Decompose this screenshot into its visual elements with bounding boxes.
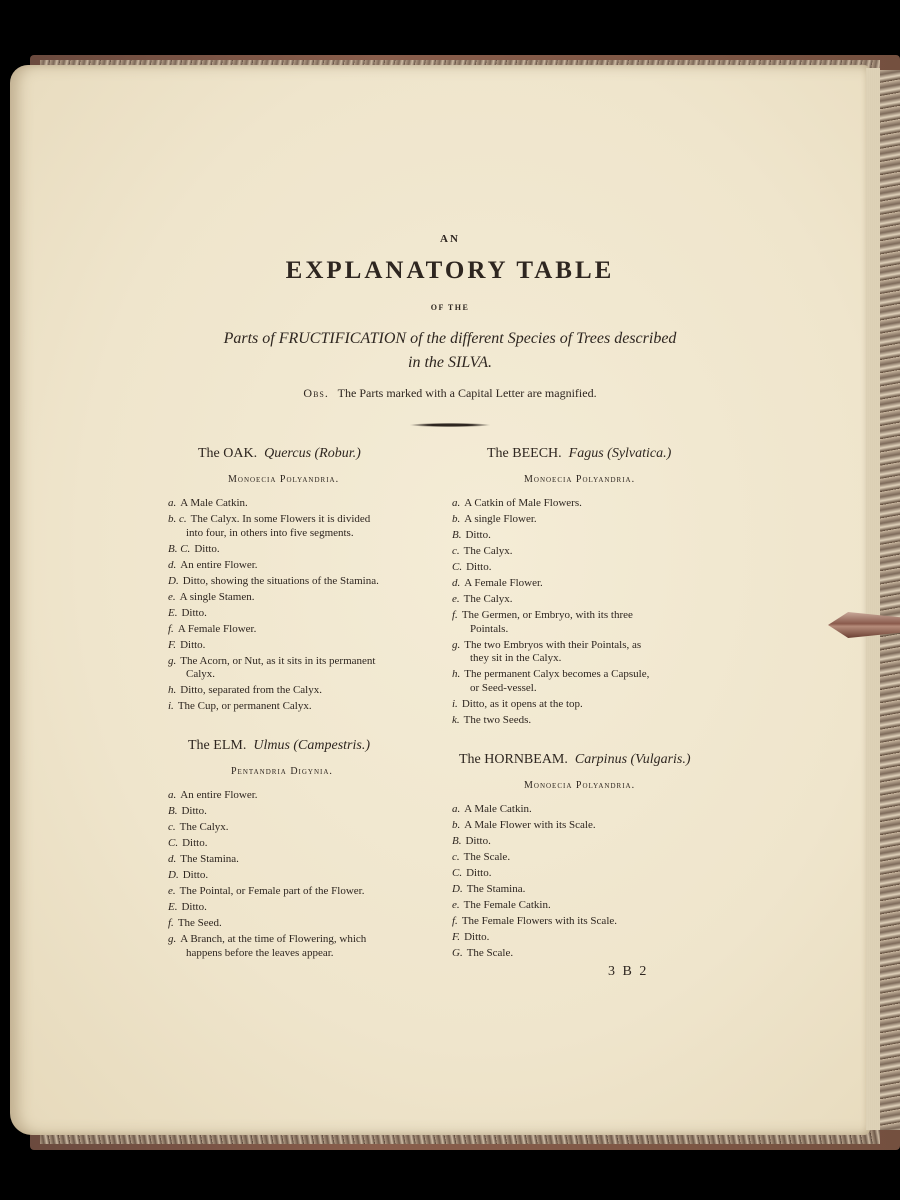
list-item xyxy=(452,561,727,575)
item-text: The Female Flowers with its Scale. xyxy=(461,915,618,927)
signature-mark: 3 B 2 xyxy=(608,964,649,979)
item-key: d. xyxy=(168,558,177,571)
page-title: EXPLANATORY TABLE xyxy=(285,257,615,284)
item-text: The Calyx. In some Flowers it is divided xyxy=(190,513,371,525)
item-text: A Branch, at the time of Flowering, which xyxy=(180,933,367,945)
item-text: Ditto, showing the situations of the Stamina. xyxy=(182,574,379,587)
list-item xyxy=(452,714,727,728)
list-item xyxy=(452,803,727,817)
list-item xyxy=(452,835,727,849)
item-key: g. xyxy=(452,638,461,651)
item-continuation: happens before the leaves appear. xyxy=(186,946,334,959)
section-elm xyxy=(168,738,443,963)
linnaean-class: Monoecia Polyandria. xyxy=(524,474,636,485)
item-key: a. xyxy=(452,803,461,815)
list-item xyxy=(452,639,727,666)
parts-list xyxy=(168,497,443,714)
item-text: A Catkin of Male Flowers. xyxy=(464,497,582,509)
latin-name: Quercus (Robur.) xyxy=(264,446,361,461)
list-item xyxy=(168,639,443,653)
item-key: F. xyxy=(452,931,461,943)
section-heading xyxy=(452,446,727,462)
list-item xyxy=(168,853,443,867)
item-text: Ditto. xyxy=(194,542,220,555)
parts-list xyxy=(452,497,727,727)
item-key: c. xyxy=(168,821,176,833)
parts-list xyxy=(168,789,443,960)
parts-list xyxy=(452,803,727,961)
item-key: e. xyxy=(168,885,176,897)
list-item xyxy=(168,917,443,931)
item-key: d. xyxy=(168,853,177,865)
observation-note xyxy=(150,386,750,401)
item-key: D. xyxy=(452,883,463,895)
item-key: c. xyxy=(452,545,460,557)
item-text: Ditto. xyxy=(181,901,207,913)
item-text: Ditto, as it opens at the top. xyxy=(461,697,583,710)
item-key: D. xyxy=(168,869,179,881)
list-item xyxy=(168,591,443,605)
latin-name: Fagus (Sylvatica.) xyxy=(568,446,672,461)
subtitle-line-1: Parts of FRUCTIFICATION of the different Species of Trees described xyxy=(223,330,677,347)
list-item xyxy=(168,684,443,698)
list-item xyxy=(452,698,727,712)
item-text: The Scale. xyxy=(463,851,511,863)
item-key: d. xyxy=(452,577,461,589)
latin-name: Ulmus (Campestris.) xyxy=(253,738,370,753)
item-text: An entire Flower. xyxy=(180,558,258,571)
tree-name: The ELM. xyxy=(188,738,247,753)
item-text: The Pointal, or Female part of the Flower. xyxy=(179,885,365,897)
page-subtitle xyxy=(160,327,740,375)
item-continuation: into four, in others into five segments. xyxy=(186,526,354,539)
item-key: E. xyxy=(168,606,178,619)
list-item xyxy=(452,497,727,511)
item-key: C. xyxy=(452,867,463,879)
item-key: B. xyxy=(452,835,462,847)
item-key: e. xyxy=(168,590,176,603)
item-text: The Calyx. xyxy=(179,821,229,833)
list-item xyxy=(452,899,727,913)
item-text: Ditto. xyxy=(182,837,208,849)
list-item xyxy=(168,869,443,883)
section-beech xyxy=(452,446,727,730)
item-key: D. xyxy=(168,574,179,587)
section-heading xyxy=(168,446,443,462)
item-key: G. xyxy=(452,947,463,959)
item-text: A single Flower. xyxy=(464,513,537,525)
item-text: The Female Catkin. xyxy=(463,899,551,911)
item-text: An entire Flower. xyxy=(180,789,258,801)
item-text: A Male Flower with its Scale. xyxy=(464,819,596,831)
list-item xyxy=(168,933,443,960)
item-key: c. xyxy=(452,851,460,863)
item-key: a. xyxy=(168,789,177,801)
tree-name: The OAK. xyxy=(198,446,258,461)
item-text: A single Stamen. xyxy=(179,590,255,603)
item-text: Ditto. xyxy=(465,529,491,541)
item-key: B. xyxy=(168,805,178,817)
item-text: Ditto. xyxy=(180,638,206,651)
list-item xyxy=(452,593,727,607)
linnaean-class: Monoecia Polyandria. xyxy=(228,474,340,485)
list-item xyxy=(168,497,443,511)
item-text: The Acorn, or Nut, as it sits in its permanent xyxy=(180,654,376,667)
section-heading xyxy=(168,738,443,754)
list-item xyxy=(168,885,443,899)
list-item xyxy=(452,883,727,897)
list-item xyxy=(168,513,443,540)
item-key: C. xyxy=(452,561,463,573)
item-text: Ditto. xyxy=(466,867,492,879)
item-text: Ditto. xyxy=(182,869,209,881)
item-continuation: Calyx. xyxy=(186,668,216,680)
item-text: A Female Flower. xyxy=(177,622,257,635)
item-key: f. xyxy=(452,609,458,621)
item-key: b. c. xyxy=(168,513,187,525)
item-key: h. xyxy=(168,684,177,696)
list-item xyxy=(168,607,443,621)
latin-name: Carpinus (Vulgaris.) xyxy=(574,752,691,767)
item-text: The Scale. xyxy=(466,947,514,959)
obs-text: The Parts marked with a Capital Letter are magnified. xyxy=(337,386,597,400)
item-key: b. xyxy=(452,819,461,831)
item-text: Ditto. xyxy=(465,835,491,847)
list-item xyxy=(168,623,443,637)
item-key: a. xyxy=(168,497,177,509)
item-key: i. xyxy=(452,697,458,710)
section-heading xyxy=(452,752,727,768)
list-item xyxy=(168,901,443,915)
item-key: i. xyxy=(168,700,174,712)
item-text: Ditto. xyxy=(181,606,207,619)
item-text: The permanent Calyx becomes a Capsule, xyxy=(464,668,650,680)
item-key: F. xyxy=(168,638,177,651)
heading-an: AN xyxy=(440,233,460,245)
item-text: A Male Catkin. xyxy=(464,803,532,815)
item-text: The Calyx. xyxy=(463,593,513,605)
list-item xyxy=(452,577,727,591)
section-oak xyxy=(168,446,443,716)
item-text: The Seed. xyxy=(177,917,222,929)
item-text: The Germen, or Embryo, with its three xyxy=(461,609,633,621)
list-item xyxy=(452,931,727,945)
item-text: Ditto. xyxy=(181,805,207,817)
section-hornbeam xyxy=(452,752,727,963)
item-text: Ditto, separated from the Calyx. xyxy=(180,684,322,696)
item-text: Ditto. xyxy=(466,561,492,573)
list-item xyxy=(168,575,443,589)
list-item xyxy=(168,821,443,835)
tree-name: The HORNBEAM. xyxy=(459,752,568,767)
tree-name: The BEECH. xyxy=(487,446,562,461)
item-text: The two Embryos with their Pointals, as xyxy=(464,638,642,651)
ornamental-rule xyxy=(410,423,490,427)
item-text: The Stamina. xyxy=(466,883,526,895)
item-key: h. xyxy=(452,668,461,680)
subtitle-line-2: in the SILVA. xyxy=(408,354,492,371)
item-continuation: or Seed-vessel. xyxy=(470,681,537,694)
item-key: e. xyxy=(452,593,460,605)
item-key: e. xyxy=(452,899,460,911)
item-key: a. xyxy=(452,497,461,509)
item-text: The Calyx. xyxy=(463,545,513,557)
item-key: E. xyxy=(168,901,178,913)
list-item xyxy=(452,513,727,527)
list-item xyxy=(168,805,443,819)
item-key: g. xyxy=(168,654,177,667)
list-item xyxy=(452,609,727,636)
item-text: The Cup, or permanent Calyx. xyxy=(177,700,312,712)
item-key: B. C. xyxy=(168,542,191,555)
item-key: f. xyxy=(452,915,458,927)
item-continuation: Pointals. xyxy=(470,622,509,635)
item-text: A Female Flower. xyxy=(464,577,543,589)
list-item xyxy=(452,668,727,695)
list-item xyxy=(452,867,727,881)
list-item xyxy=(452,915,727,929)
list-item xyxy=(168,789,443,803)
item-text: The two Seeds. xyxy=(463,713,532,726)
heading-of-the: OF THE xyxy=(430,303,470,312)
list-item xyxy=(168,543,443,557)
list-item xyxy=(452,819,727,833)
list-item xyxy=(168,655,443,682)
item-text: A Male Catkin. xyxy=(180,497,248,509)
linnaean-class: Monoecia Polyandria. xyxy=(524,780,636,791)
list-item xyxy=(168,700,443,714)
item-key: k. xyxy=(452,713,460,726)
item-key: g. xyxy=(168,933,177,945)
item-key: C. xyxy=(168,837,179,849)
list-item xyxy=(452,947,727,961)
list-item xyxy=(452,851,727,865)
list-item xyxy=(168,559,443,573)
item-key: b. xyxy=(452,513,461,525)
item-text: The Stamina. xyxy=(180,853,239,865)
linnaean-class: Pentandria Digynia. xyxy=(231,766,333,777)
item-key: f. xyxy=(168,917,174,929)
list-item xyxy=(452,545,727,559)
list-item xyxy=(452,529,727,543)
list-item xyxy=(168,837,443,851)
obs-label: Obs. xyxy=(303,386,329,400)
item-text: Ditto. xyxy=(464,931,490,943)
item-key: f. xyxy=(168,622,174,635)
item-key: B. xyxy=(452,529,462,541)
item-continuation: they sit in the Calyx. xyxy=(470,652,562,664)
